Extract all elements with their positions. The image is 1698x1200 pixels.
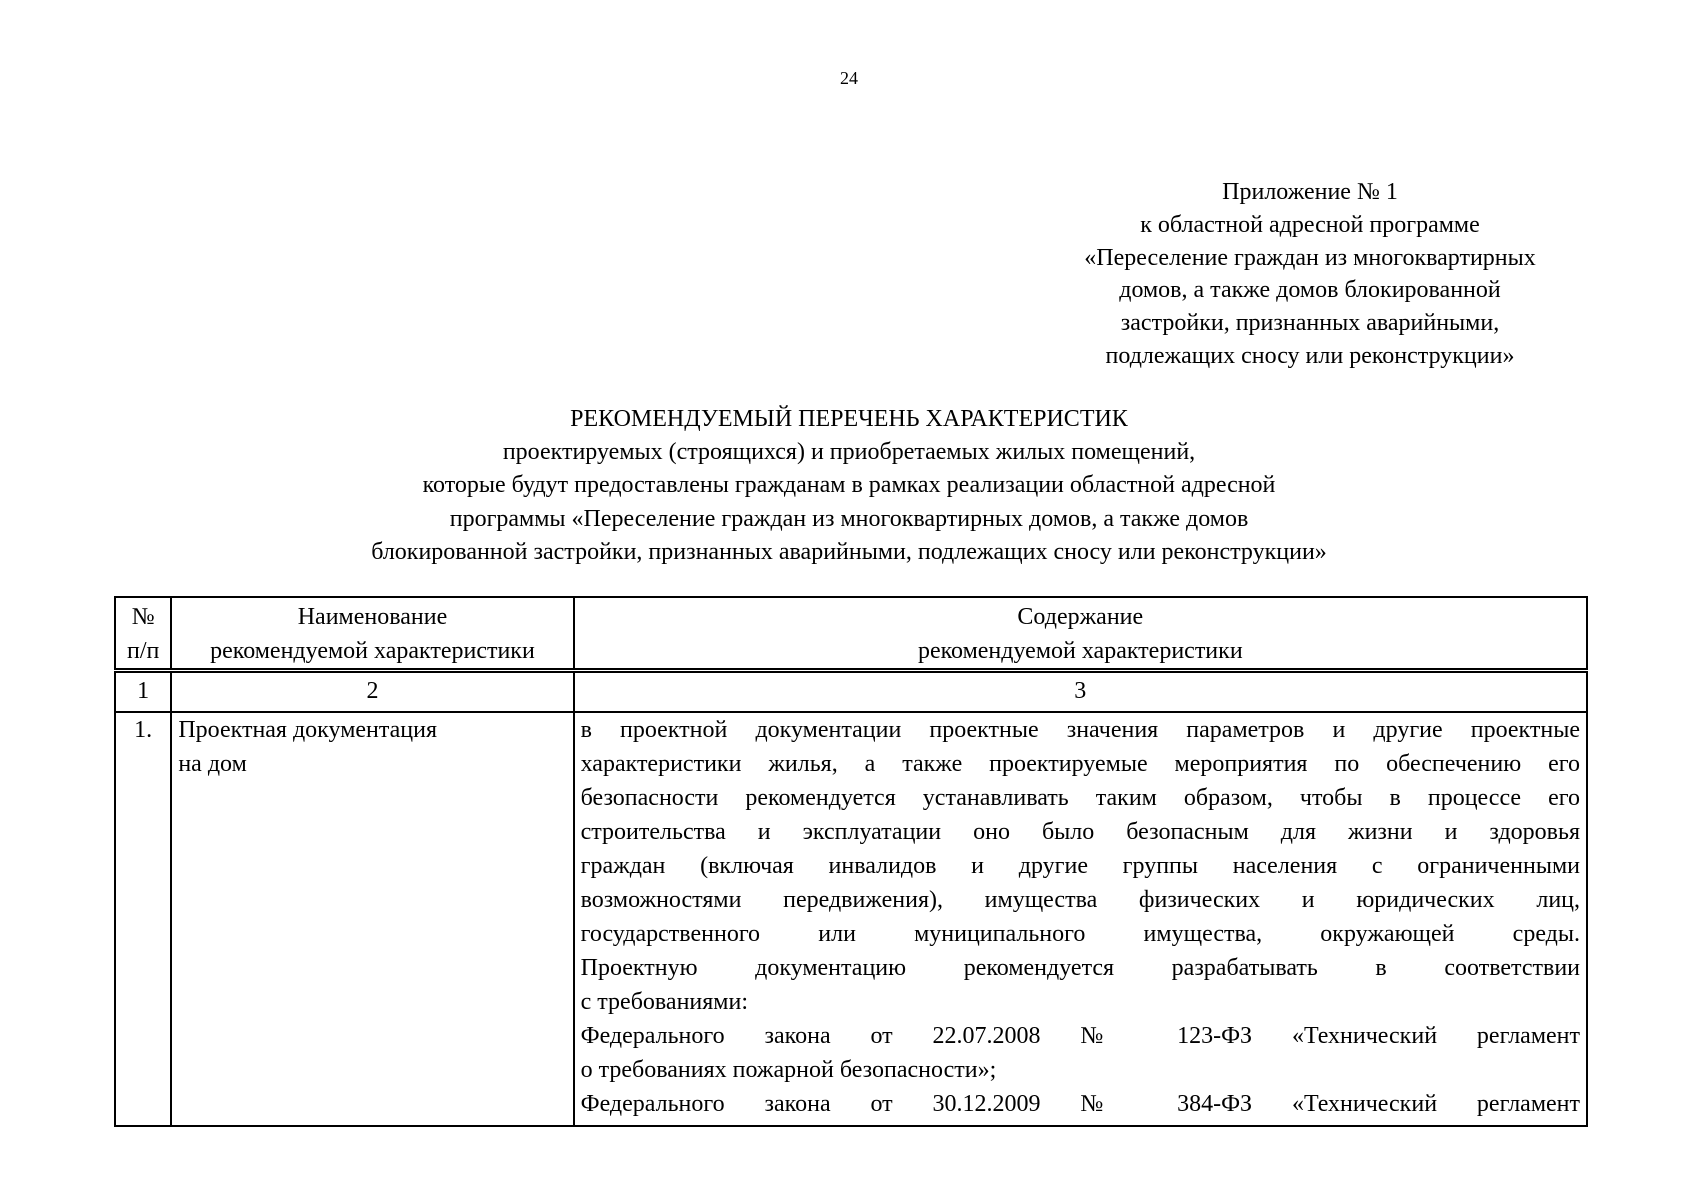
column-number-row — [115, 671, 1587, 713]
row-content — [574, 712, 1587, 1126]
content-line: государственного или муниципального имущества, окружающей среды. — [580, 921, 1580, 947]
appendix-line: к областной адресной программе — [1140, 211, 1480, 238]
content-line: безопасности рекомендуется устанавливать таким образом, чтобы в процессе его — [580, 785, 1580, 811]
table-row — [115, 712, 1587, 1126]
title-line: проектируемых (строящихся) и приобретаемых жилых помещений, — [502, 439, 1196, 466]
header-name-line: рекомендуемой характеристики — [210, 638, 535, 664]
appendix-line: Приложение № 1 — [1222, 179, 1398, 205]
table-header-row — [115, 597, 1587, 671]
content-line: о требованиях пожарной безопасности»; — [580, 1057, 997, 1083]
content-line: строительства и эксплуатации оно было безопасным для жизни и здоровья — [580, 819, 1580, 845]
header-number-line: п/п — [126, 638, 160, 664]
content-line: граждан (включая инвалидов и другие группы населения с ограниченными — [580, 853, 1580, 879]
header-content-line: рекомендуемой характеристики — [917, 638, 1243, 664]
header-name-line: Наименование — [297, 604, 448, 630]
document-title — [200, 403, 1498, 569]
row-name-line: Проектная документация — [178, 717, 438, 743]
title-line: блокированной застройки, признанных аварийными, подлежащих сносу или реконструкции» — [371, 538, 1327, 565]
appendix-line: домов, а также домов блокированной — [1119, 277, 1501, 304]
header-number — [115, 597, 171, 671]
header-content — [574, 597, 1587, 671]
column-number: 1 — [115, 671, 171, 713]
row-name — [171, 712, 573, 1126]
header-name — [171, 597, 573, 671]
content-line: Федерального закона от 22.07.2008 № 123-ФЗ «Технический регламент — [580, 1023, 1580, 1049]
title-heading: РЕКОМЕНДУЕМЫЙ ПЕРЕЧЕНЬ ХАРАКТЕРИСТИК — [570, 406, 1128, 432]
header-content-line: Содержание — [1017, 604, 1144, 630]
content-line: с требованиями: — [580, 989, 748, 1015]
appendix-line: подлежащих сносу или реконструкции» — [1105, 342, 1515, 369]
header-number-line: № — [131, 604, 155, 630]
column-number: 3 — [574, 671, 1587, 713]
content-line: Федерального закона от 30.12.2009 № 384-ФЗ «Технический регламент — [580, 1091, 1580, 1117]
title-line: программы «Переселение граждан из многоквартирных домов, а также домов — [449, 505, 1249, 532]
row-number: 1. — [115, 712, 171, 1126]
appendix-block — [1040, 176, 1580, 373]
row-name-line: на дом — [178, 751, 247, 777]
page-number: 24 — [840, 68, 858, 88]
content-line: в проектной документации проектные значения параметров и другие проектные — [580, 717, 1580, 743]
column-number: 2 — [171, 671, 573, 713]
content-line: возможностями передвижения), имущества физических и юридических лиц, — [580, 887, 1580, 913]
content-line: Проектную документацию рекомендуется разрабатывать в соответствии — [580, 955, 1580, 981]
appendix-line: застройки, признанных аварийными, — [1120, 310, 1500, 337]
appendix-line: «Переселение граждан из многоквартирных — [1084, 244, 1536, 271]
content-line: характеристики жилья, а также проектируемые мероприятия по обеспечению его — [580, 751, 1580, 777]
title-line: которые будут предоставлены гражданам в рамках реализации областной адресной — [422, 472, 1276, 499]
characteristics-table — [114, 596, 1588, 1127]
